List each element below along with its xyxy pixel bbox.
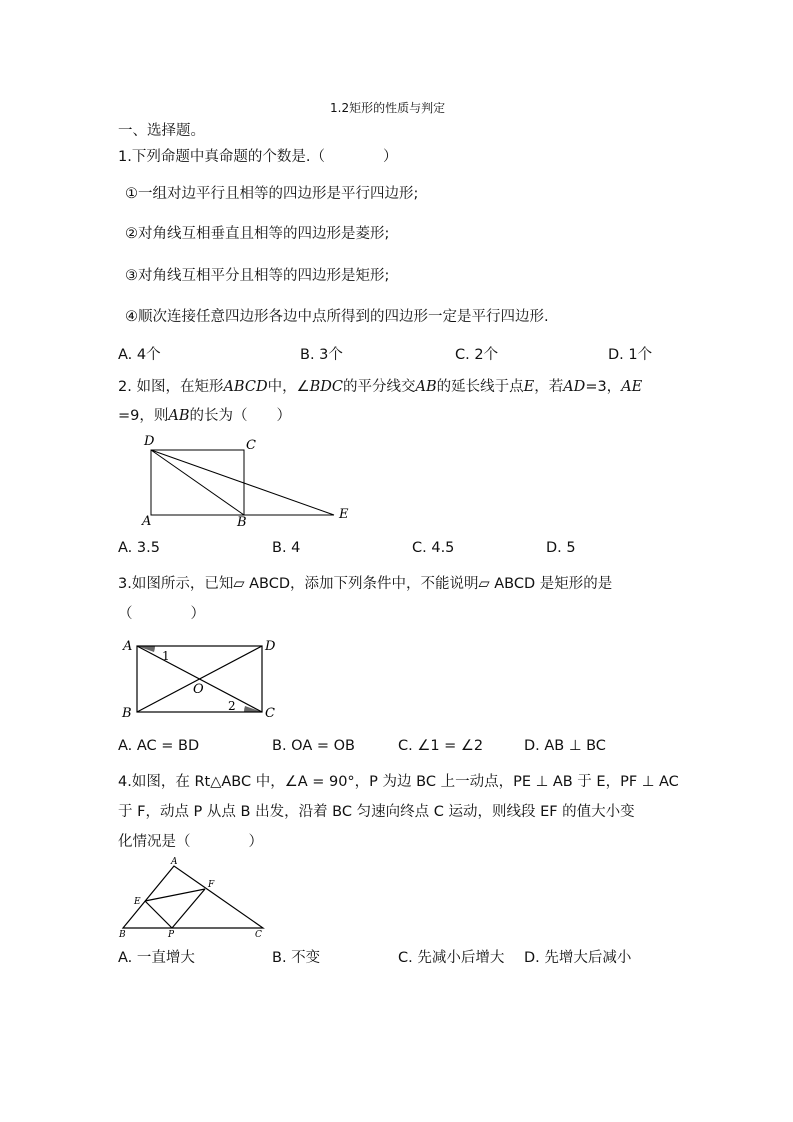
q3-stem-line2: （ ） bbox=[118, 606, 205, 622]
q4-label-b: B bbox=[119, 930, 126, 940]
q3-label-o: O bbox=[193, 682, 204, 697]
q3-label-b: B bbox=[122, 706, 132, 721]
q1-option-c: C. 2个 bbox=[455, 347, 499, 363]
q1-item: ④顺次连接任意四边形各边中点所得到的四边形一定是平行四边形. bbox=[125, 309, 549, 325]
q2-option-d: D. 5 bbox=[546, 540, 576, 556]
q1-option-d: D. 1个 bbox=[608, 347, 653, 363]
q2-stem-line1: 2. 如图，在矩形ABCD中，∠BDC的平分线交AB的延长线于点E，若AD=3，AE bbox=[118, 379, 643, 395]
q2-label-d: D bbox=[144, 434, 155, 449]
page-title: 1.2矩形的性质与判定 bbox=[330, 101, 446, 115]
q2-label-a: A bbox=[142, 514, 152, 529]
q1-option-b: B. 3个 bbox=[300, 347, 343, 363]
q2-label-b: B bbox=[237, 515, 247, 530]
q1-stem: 1.下列命题中真命题的个数是.（ ） bbox=[118, 149, 398, 165]
q4-stem-line2: 于 F，动点 P 从点 B 出发，沿着 BC 匀速向终点 C 运动，则线段 EF 的值大小变 bbox=[118, 804, 635, 820]
q3-option-c: C. ∠1 = ∠2 bbox=[398, 738, 484, 754]
q1-item: ③对角线互相平分且相等的四边形是矩形; bbox=[125, 268, 390, 284]
q2-label-e: E bbox=[339, 507, 349, 522]
q4-label-c: C bbox=[255, 930, 262, 940]
q4-option-c: C. 先减小后增大 bbox=[398, 950, 505, 966]
q2-option-b: B. 4 bbox=[272, 540, 301, 556]
q4-option-b: B. 不变 bbox=[272, 950, 321, 966]
q4-option-d: D. 先增大后减小 bbox=[524, 950, 632, 966]
q3-option-a: A. AC = BD bbox=[118, 738, 200, 754]
q4-label-e: E bbox=[134, 897, 141, 907]
q1-item: ①一组对边平行且相等的四边形是平行四边形; bbox=[125, 186, 419, 202]
q3-stem-line1: 3.如图所示，已知▱ ABCD，添加下列条件中，不能说明▱ ABCD 是矩形的是 bbox=[118, 576, 613, 592]
q1-option-a: A. 4个 bbox=[118, 347, 161, 363]
q4-label-f: F bbox=[208, 880, 215, 890]
q3-angle-1-label: 1 bbox=[162, 649, 170, 663]
q3-option-b: B. OA = OB bbox=[272, 738, 355, 754]
q2-option-c: C. 4.5 bbox=[412, 540, 455, 556]
q4-segment-pe bbox=[145, 901, 172, 928]
q4-label-p: P bbox=[168, 930, 175, 940]
q4-triangle bbox=[123, 866, 263, 928]
q2-label-c: C bbox=[246, 438, 256, 453]
q3-label-c: C bbox=[265, 706, 275, 721]
q4-stem-line1: 4.如图，在 Rt△ABC 中，∠A = 90°，P 为边 BC 上一动点，PE ⊥ AB 于 E，PF ⊥ AC bbox=[118, 774, 679, 790]
q2-stem-line2: =9，则AB的长为（ ） bbox=[118, 408, 292, 424]
q1-item: ②对角线互相垂直且相等的四边形是菱形; bbox=[125, 226, 390, 242]
section-heading: 一、选择题。 bbox=[118, 123, 205, 139]
q4-option-a: A. 一直增大 bbox=[118, 950, 195, 966]
q4-stem-line3: 化情况是（ ） bbox=[118, 834, 263, 850]
q3-angle-2-label: 2 bbox=[228, 699, 236, 713]
q3-label-d: D bbox=[265, 639, 276, 654]
q3-label-a: A bbox=[123, 639, 133, 654]
q4-label-a: A bbox=[171, 857, 178, 867]
q3-option-d: D. AB ⊥ BC bbox=[524, 738, 606, 754]
q2-option-a: A. 3.5 bbox=[118, 540, 160, 556]
